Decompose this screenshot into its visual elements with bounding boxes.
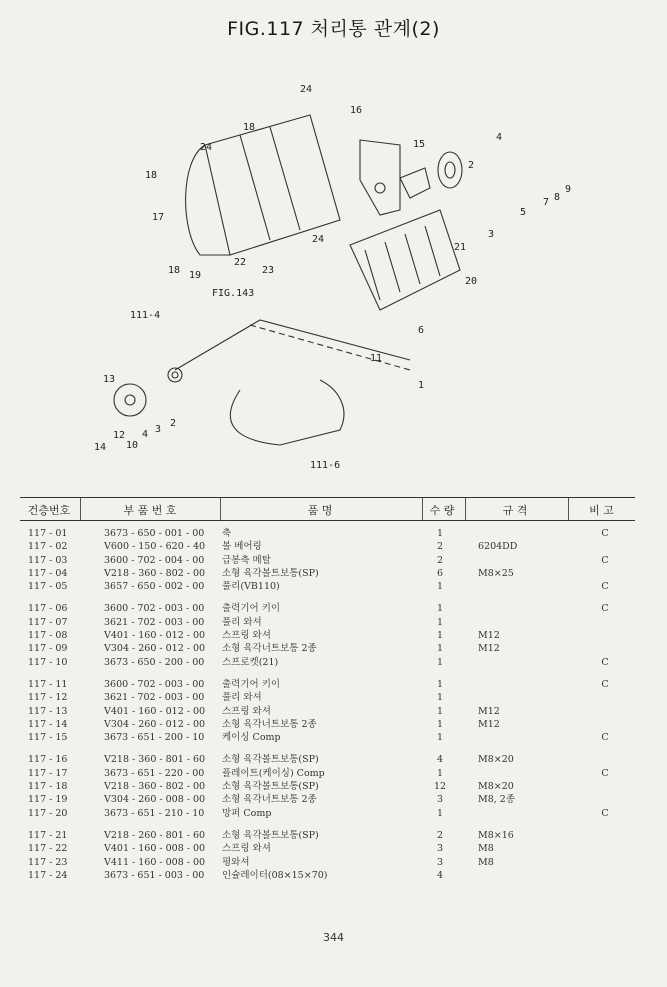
cell-qty: 2	[436, 554, 444, 566]
cell-part-no: 3673 - 651 - 200 - 10	[104, 732, 205, 744]
callout-label: 3	[155, 424, 162, 435]
callout-label: 8	[554, 192, 561, 203]
callout-label: 16	[350, 105, 363, 116]
callout-label: 2	[170, 418, 177, 429]
cell-id: 117 - 12	[28, 692, 68, 704]
cell-remark: C	[601, 656, 609, 668]
callout-label: 18	[243, 122, 256, 133]
cell-qty: 4	[436, 754, 444, 766]
callout-label: 111-4	[130, 310, 161, 321]
cell-id: 117 - 05	[28, 581, 68, 593]
cell-qty: 3	[436, 843, 444, 855]
cell-id: 117 - 23	[28, 856, 68, 868]
cell-name: 스프링 와셔	[222, 630, 271, 642]
cell-name: 소형 육각볼트보통(SP)	[222, 754, 319, 766]
cell-part-no: 3673 - 650 - 200 - 00	[104, 656, 205, 668]
callout-label: 6	[418, 325, 425, 336]
cell-qty: 1	[436, 705, 444, 717]
callout-label: 20	[465, 276, 478, 287]
cell-part-no: V304 - 260 - 008 - 00	[104, 794, 206, 806]
table-row	[20, 753, 635, 766]
cell-part-no: V218 - 360 - 801 - 60	[104, 754, 206, 766]
row-group	[20, 753, 635, 819]
cell-id: 117 - 24	[28, 869, 68, 881]
table-row	[20, 602, 635, 615]
callout-label: 7	[543, 197, 550, 208]
callout-label: 4	[496, 132, 503, 143]
cell-remark: C	[601, 678, 609, 690]
cell-qty: 1	[436, 643, 444, 655]
table-row	[20, 656, 635, 669]
diagram-svg	[80, 70, 572, 480]
callout-label: 111-6	[310, 460, 341, 471]
cell-remark: C	[601, 528, 609, 539]
table-row	[20, 642, 635, 655]
cell-part-no: V401 - 160 - 012 - 00	[104, 630, 206, 642]
callout-label: 13	[103, 374, 116, 385]
cell-id: 117 - 13	[28, 705, 68, 717]
cell-part-no: V600 - 150 - 620 - 40	[104, 541, 206, 553]
header-spec: 규 격	[502, 504, 528, 517]
callout-label: 2	[468, 160, 475, 171]
page-title: FIG.117 처리통 관계(2)	[227, 18, 440, 40]
table-row	[20, 678, 635, 691]
cell-id: 117 - 14	[28, 718, 68, 730]
table-row	[20, 691, 635, 704]
table-row	[20, 580, 635, 593]
cell-part-no: 3657 - 650 - 002 - 00	[104, 581, 205, 593]
cell-spec: M8×25	[478, 567, 514, 579]
callout-label: 15	[413, 139, 426, 150]
cell-part-no: 3600 - 702 - 003 - 00	[104, 678, 205, 690]
cell-name: 급봉축 메탈	[222, 554, 271, 566]
cell-spec: M8×20	[478, 754, 514, 766]
page-number: 344	[323, 931, 344, 944]
table-row	[20, 527, 635, 540]
cell-name: 소형 육각볼트보통(SP)	[222, 781, 319, 793]
cell-name: 플레이트(케이싱) Comp	[222, 767, 325, 779]
cell-qty: 1	[436, 656, 444, 668]
cell-part-no: 3600 - 702 - 004 - 00	[104, 554, 205, 566]
cell-name: 축	[222, 528, 232, 539]
cell-spec: M8×20	[478, 781, 514, 793]
header-name: 품 명	[307, 504, 333, 517]
cell-name: 풀리 와셔	[222, 692, 262, 704]
cell-id: 117 - 22	[28, 843, 68, 855]
parts-table-header	[20, 497, 635, 521]
cell-name: 볼 베어링	[222, 541, 262, 553]
cell-spec: M8×16	[478, 829, 514, 841]
table-row	[20, 842, 635, 855]
cell-qty: 4	[436, 869, 444, 881]
cell-spec: M8, 2종	[478, 794, 516, 806]
cell-name: 출력기어 키이	[222, 678, 281, 690]
table-row	[20, 705, 635, 718]
callout-label: 9	[565, 184, 572, 195]
cell-id: 117 - 02	[28, 541, 68, 553]
callout-label: 17	[152, 212, 165, 223]
table-row	[20, 629, 635, 642]
cell-id: 117 - 10	[28, 656, 68, 668]
table-row	[20, 731, 635, 744]
cell-id: 117 - 20	[28, 807, 68, 819]
callout-label: 18	[145, 170, 158, 181]
header-part-no: 부 품 번 호	[123, 504, 177, 517]
cell-name: 소형 육각너트보통 2종	[222, 718, 317, 730]
cell-id: 117 - 01	[28, 528, 68, 539]
cell-id: 117 - 11	[28, 678, 68, 690]
cell-spec: M8	[478, 856, 494, 868]
callout-label: 24	[312, 234, 325, 245]
cell-remark: C	[601, 807, 609, 819]
cell-id: 117 - 17	[28, 767, 68, 779]
cell-name: 스프링 와셔	[222, 705, 271, 717]
cell-name: 케이싱 Comp	[222, 732, 281, 744]
callout-label: 18	[168, 265, 181, 276]
header-remark: 비 고	[589, 504, 614, 517]
cell-part-no: 3621 - 702 - 003 - 00	[104, 692, 205, 704]
callout-label: 24	[200, 142, 213, 153]
cell-part-no: 3673 - 651 - 210 - 10	[104, 807, 205, 819]
table-row	[20, 567, 635, 580]
table-row	[20, 807, 635, 820]
exploded-parts-diagram	[80, 70, 572, 480]
cell-id: 117 - 16	[28, 754, 68, 766]
cell-remark: C	[601, 554, 609, 566]
cell-id: 117 - 08	[28, 630, 68, 642]
row-group	[20, 678, 635, 744]
cell-part-no: 3600 - 702 - 003 - 00	[104, 603, 205, 615]
cell-qty: 2	[436, 541, 444, 553]
cell-name: 스프링 와셔	[222, 843, 271, 855]
callout-label: 1	[418, 380, 425, 391]
callout-label: 4	[142, 429, 149, 440]
cell-qty: 1	[436, 692, 444, 704]
cell-qty: 1	[436, 732, 444, 744]
parts-table-body	[20, 527, 635, 891]
cell-name: 스프로켓(21)	[222, 656, 279, 668]
table-row	[20, 780, 635, 793]
callout-label: 5	[520, 207, 527, 218]
cell-part-no: V401 - 160 - 012 - 00	[104, 705, 206, 717]
cell-qty: 1	[436, 718, 444, 730]
table-row	[20, 767, 635, 780]
row-group	[20, 527, 635, 593]
cell-spec: M8	[478, 843, 494, 855]
cell-qty: 3	[436, 856, 444, 868]
cell-name: 소형 육각너트보통 2종	[222, 643, 317, 655]
cell-part-no: V411 - 160 - 008 - 00	[104, 856, 206, 868]
callout-label: 14	[94, 442, 107, 453]
cell-name: 평와셔	[222, 856, 250, 868]
row-group	[20, 829, 635, 882]
header-qty: 수 량	[429, 504, 455, 517]
cell-spec: M12	[478, 630, 500, 642]
table-row	[20, 616, 635, 629]
cell-qty: 2	[436, 829, 444, 841]
cell-name: 인슐레이터(08×15×70)	[222, 869, 328, 881]
callout-label: 19	[189, 270, 202, 281]
table-row	[20, 869, 635, 882]
cell-name: 소형 육각볼트보통(SP)	[222, 829, 319, 841]
cell-part-no: 3621 - 702 - 003 - 00	[104, 616, 205, 628]
cell-part-no: V401 - 160 - 008 - 00	[104, 843, 206, 855]
callout-label: 10	[126, 440, 139, 451]
table-row	[20, 856, 635, 869]
cell-qty: 1	[436, 807, 444, 819]
row-group	[20, 602, 635, 668]
cell-qty: 1	[436, 616, 444, 628]
cell-id: 117 - 15	[28, 732, 68, 744]
cell-qty: 1	[436, 603, 444, 615]
cell-spec: M12	[478, 718, 500, 730]
cell-qty: 6	[436, 567, 444, 579]
cell-spec: M12	[478, 643, 500, 655]
cell-qty: 1	[436, 528, 444, 539]
table-row	[20, 540, 635, 553]
cell-part-no: V218 - 360 - 802 - 00	[104, 567, 206, 579]
table-row	[20, 793, 635, 806]
cell-id: 117 - 03	[28, 554, 68, 566]
callout-label: 3	[488, 229, 495, 240]
cell-name: 소형 육각볼트보통(SP)	[222, 567, 319, 579]
cell-spec: 6204DD	[478, 541, 518, 553]
cell-qty: 1	[436, 630, 444, 642]
callout-label: 11	[370, 353, 383, 364]
header-id: 건층번호	[27, 504, 71, 517]
cell-part-no: V304 - 260 - 012 - 00	[104, 718, 206, 730]
cell-remark: C	[601, 581, 609, 593]
cell-qty: 1	[436, 581, 444, 593]
cell-name: 망퍼 Comp	[222, 807, 272, 819]
cell-qty: 3	[436, 794, 444, 806]
table-row	[20, 718, 635, 731]
cell-part-no: V218 - 260 - 801 - 60	[104, 829, 206, 841]
cell-name: 풀리(VB110)	[222, 581, 280, 593]
table-row	[20, 829, 635, 842]
cell-spec: M12	[478, 705, 500, 717]
cell-id: 117 - 21	[28, 829, 68, 841]
callout-label: FIG.143	[212, 288, 255, 299]
cell-name: 출력기어 키이	[222, 603, 281, 615]
callout-label: 22	[234, 257, 247, 268]
cell-qty: 1	[436, 678, 444, 690]
callout-label: 23	[262, 265, 275, 276]
cell-part-no: 3673 - 651 - 003 - 00	[104, 869, 205, 881]
cell-part-no: 3673 - 650 - 001 - 00	[104, 528, 205, 539]
cell-part-no: V304 - 260 - 012 - 00	[104, 643, 206, 655]
cell-name: 소형 육각너트보통 2종	[222, 794, 317, 806]
callout-label: 24	[300, 84, 313, 95]
cell-remark: C	[601, 732, 609, 744]
callout-label: 12	[113, 430, 126, 441]
cell-id: 117 - 09	[28, 643, 68, 655]
cell-part-no: V218 - 360 - 802 - 00	[104, 781, 206, 793]
cell-id: 117 - 07	[28, 616, 68, 628]
callout-label: 21	[454, 242, 467, 253]
cell-remark: C	[601, 603, 609, 615]
cell-id: 117 - 18	[28, 781, 68, 793]
cell-name: 풀리 와셔	[222, 616, 262, 628]
cell-qty: 1	[436, 767, 444, 779]
cell-id: 117 - 19	[28, 794, 68, 806]
cell-remark: C	[601, 767, 609, 779]
cell-id: 117 - 04	[28, 567, 68, 579]
cell-part-no: 3673 - 651 - 220 - 00	[104, 767, 205, 779]
cell-id: 117 - 06	[28, 603, 68, 615]
table-row	[20, 554, 635, 567]
cell-qty: 12	[433, 781, 447, 793]
